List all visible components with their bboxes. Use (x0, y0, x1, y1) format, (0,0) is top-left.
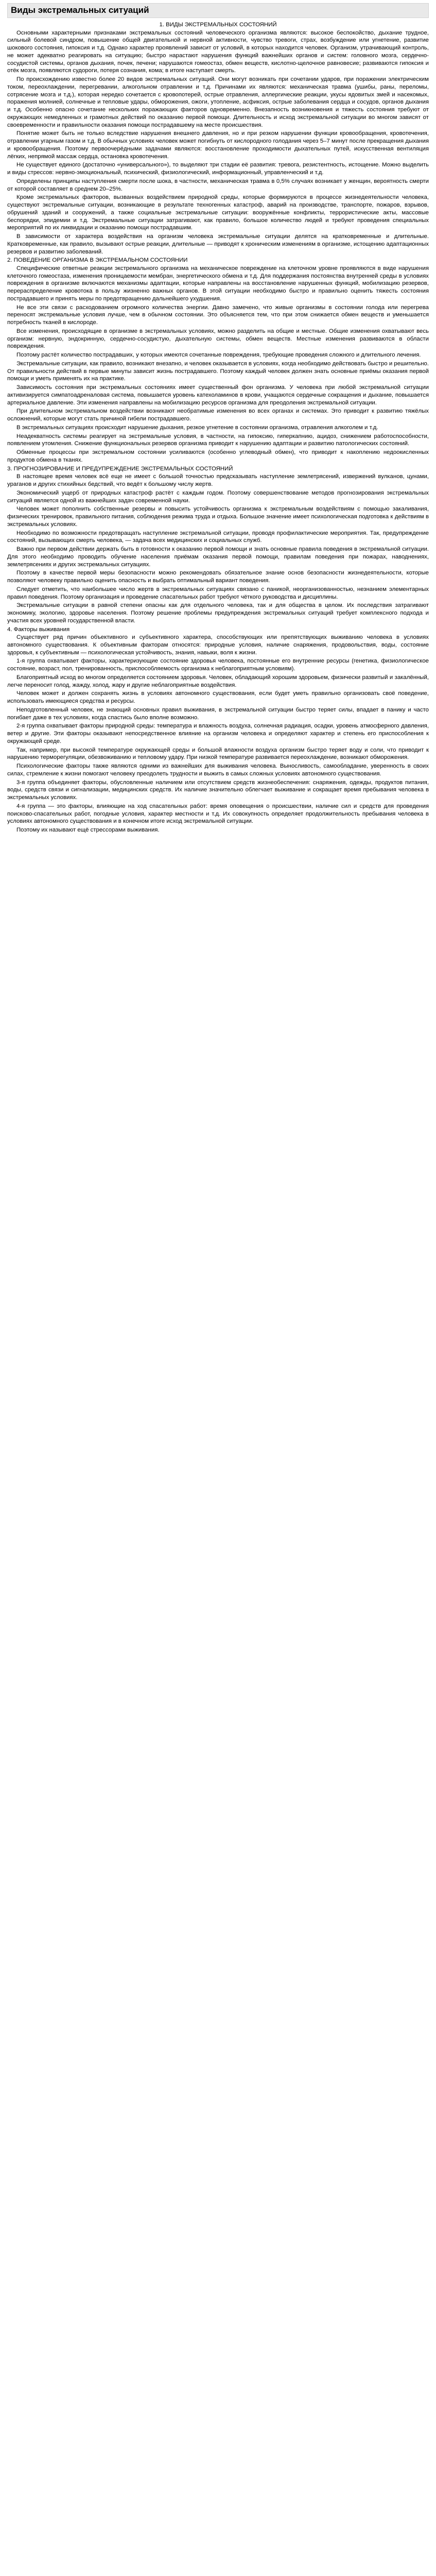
paragraph: Поэтому их называют ещё стрессорами выживания. (16, 827, 160, 834)
paragraph: Основными характерными признаками экстремальных состояний человеческого организма являются: высокое беспокойство, дыхание трудное, сильный болевой синдром, повышение общей двигательной и нервной активности, чувство тревоги, страх, возбуждение или угнетение, развитие шокового состояния, гипоксия и т.д. Однако характер проявлений зависит от условий, в которых находится человек. Организм, утрачивающий контроль, не может адекватно реагировать на ситуацию; быстро нарастают нарушения функций важнейших органов и систем: головного мозга, сердечно-сосудистой системы, органов дыхания, почек, печени; нарушаются гомеостаз, обмен веществ, кислотно-щелочное равновесие; развиваются гипоксия и отёк мозга, появляются судороги, потеря сознания, кома; в итоге наступает смерть. (7, 29, 429, 74)
section-heading: 1. ВИДЫ ЭКСТРЕМАЛЬНЫХ СОСТОЯНИЙ (159, 22, 277, 28)
paragraph: Экономический ущерб от природных катастроф растёт с каждым годом. Поэтому совершенствование методов прогнозирования экстремальных ситуаций является одной из важнейших задач современной науки. (7, 489, 429, 504)
paragraph: 1-я группа охватывает факторы, характеризующие состояние здоровья человека, постоянные его внутренние ресурсы (генетика, физиологическое состояние, возраст, пол, тренированность, приспособляемость организма к неблагоприятным условиям). (7, 658, 429, 672)
paragraph: 3-я группа объединяет факторы, обусловленные наличием или отсутствием средств жизнеобеспечения: снаряжения, одежды, продуктов питания, воды, средств связи и сигнализации, медицинских средств. Их наличие значительно облегчает выживание и сокращает время пребывания человека в экстремальных условиях. (7, 779, 429, 801)
paragraph: В настоящее время человек всё еще не имеет с большой точностью предсказывать наступление землетрясений, извержений вулканов, цунами, ураганов и других стихийных бедствий, что ведёт к большому числу жертв. (7, 473, 429, 488)
paragraph: Неподготовленный человек, не знающий основных правил выживания, в экстремальной ситуации быстро теряет силы, впадает в панику и часто погибает даже в тех условиях, когда спастись было вполне возможно. (7, 706, 429, 721)
paragraph: В экстремальных ситуациях происходит нарушение дыхания, резкое угнетение в состоянии организма, отравления алкоголем и т.д. (16, 424, 378, 431)
paragraph: Все изменения, происходящие в организме в экстремальных условиях, можно разделить на общие и местные. Общие изменения охватывают весь организм: нервную, эндокринную, сердечно-сосудистую, дыхательную системы, обмен веществ. Местные изменения развиваются в области повреждения. (7, 328, 429, 350)
paragraph: Экстремальные ситуации в равной степени опасны как для отдельного человека, так и для общества в целом. Их последствия затрагивают экономику, экологию, здоровье населения. Поэтому решение проблемы предупреждения экстремальных ситуаций требует комплексного подхода и участия всех уровней государственной власти. (7, 602, 429, 624)
paragraph: Кроме экстремальных факторов, вызванных воздействием природной среды, которые формируются в процессе жизнедеятельности человека, существуют экстремальные ситуации, возникающие в результате техногенных катастроф, аварий на производстве, транспорте, пожаров, взрывов, обрушений зданий и сооружений, а также социальные экстремальные ситуации: вооружённые конфликты, террористические акты, массовые беспорядки, эпидемии и т.д. Экстремальные ситуации затрагивают, как правило, большое количество людей и требуют проведения специальных мероприятий по их ликвидации и оказанию помощи пострадавшим. (7, 194, 429, 231)
paragraph: Человек может пополнить собственные резервы и повысить устойчивость организма к экстремальным воздействиям с помощью закаливания, физических тренировок, правильного питания, соблюдения режима труда и отдыха. Большое значение имеет психологическая подготовка к действиям в экстремальных условиях. (7, 506, 429, 528)
paragraph: Неадекватность системы реагирует на экстремальные условия, в частности, на гипоксию, гиперкапнию, ацидоз, снижением работоспособности, появлением утомления. Снижение функциональных резервов организма приводит к нарушению адаптации и развитию патологических состояний. (7, 433, 429, 447)
paragraph: 4-я группа — это факторы, влияющие на ход спасательных работ: время оповещения о происшествии, наличие сил и средств для проведения поисково-спасательных работ, погодные условия, характер местности и т.д. Их совокупность определяет продолжительность пребывания человека в условиях автономного существования и в конечном итоге исход экстремальной ситуации. (7, 803, 429, 825)
section-heading: 4. Факторы выживания (7, 626, 70, 633)
paragraph: Психологические факторы также являются одними из важнейших для выживания человека. Выносливость, самообладание, уверенность в своих силах, стремление к жизни помогают человеку преодолеть трудности и выжить в самых сложных условиях автономного существования. (7, 763, 429, 777)
paragraph: Следует отметить, что наибольшее число жертв в экстремальных ситуациях связано с паникой, неорганизованностью, незнанием элементарных правил поведения. Поэтому организация и проведение спасательных работ требуют чёткого руководства и дисциплины. (7, 586, 429, 600)
paragraph: Так, например, при высокой температуре окружающей среды и большой влажности воздуха организм быстро теряет воду и соли, что приводит к нарушению терморегуляции, обезвоживанию и тепловому удару. При низкой температуре развивается переохлаждение, возникают обморожения. (7, 747, 429, 761)
paragraph: Экстремальные ситуации, как правило, возникают внезапно, и человек оказывается в условиях, когда необходимо действовать быстро и решительно. От правильности действий в первые минуты зависит жизнь пострадавшего. Поэтому каждый человек должен знать основные приёмы оказания первой помощи и уметь применять их на практике. (7, 360, 429, 382)
paragraph: Понятие может быть не только вследствие нарушения внешнего давления, но и при резком нарушении функции кровообращения, кровотечения, отравлении угарным газом и т.д. В обычных условиях человек может погибнуть от кислородного голодания через 5–7 минут после прекращения дыхания и кровообращения. Поэтому первоочерёдными задачами являются: восстановление проходимости дыхательных путей, искусственная вентиляция лёгких, непрямой массаж сердца, остановка кровотечения. (7, 130, 429, 160)
paragraph: Необходимо по возможности предотвращать наступление экстремальной ситуации, проводя профилактические мероприятия. Так, предупреждение состояний, вызывающих смерть человека, — задача всех медицинских и социальных служб. (7, 530, 429, 544)
paragraph: Не существует единого (достаточно «универсального»), то выделяют три стадии её развития: тревога, резистентность, истощение. Можно выделить и виды стрессов: нервно-эмоциональный, психический, физиологический, информационный, управленческий и т.д. (7, 162, 429, 176)
paragraph: Поэтому в качестве первой меры безопасности можно рекомендовать обязательное знание основ безопасности жизнедеятельности, которые позволяют человеку правильно оценить опасность и выбрать оптимальный вариант поведения. (7, 570, 429, 584)
page-title: Виды экстремальных ситуаций (7, 3, 429, 18)
paragraph: Существует ряд причин объективного и субъективного характера, способствующих или препятствующих выживанию человека в условиях автономного существования. К объективным факторам относятся: природные условия, наличие снаряжения, продовольствия, воды, состояние здоровья, к субъективным — психологическая устойчивость, знания, навыки, воля к жизни. (7, 634, 429, 656)
paragraph: При длительном экстремальном воздействии возникают необратимые изменения во всех органах и системах. Это приводит к развитию тяжёлых осложнений, которые могут стать причиной гибели пострадавшего. (7, 408, 429, 422)
paragraph: Человек может и должен сохранять жизнь в условиях автономного существования, если будет уметь правильно организовать своё поведение, использовать имеющиеся средства и ресурсы. (7, 690, 429, 705)
paragraph: Обменные процессы при экстремальном состоянии усиливаются (особенно углеводный обмен), что приводит к накоплению недоокисленных продуктов обмена в тканях. (7, 449, 429, 463)
section-heading: 2. ПОВЕДЕНИЕ ОРГАНИЗМА В ЭКСТРЕМАЛЬНОМ СОСТОЯНИИ (7, 257, 188, 264)
section-heading: 3. ПРОГНОЗИРОВАНИЕ И ПРЕДУПРЕЖДЕНИЕ ЭКСТРЕМАЛЬНЫХ СОСТОЯНИЙ (7, 465, 233, 472)
paragraph: По происхождению известно более 20 видов экстремальных ситуаций. Они могут возникать при сочетании ударов, при поражении электрическим током, переохлаждении, перегревании, алкогольном отравлении и т.д. Причинами их являются: механическая травма (ушибы, раны, переломы, сотрясение мозга и т.д.), которая нередко сочетается с кровопотерей, острые отравления, аллергические реакции, укусы ядовитых змей и насекомых, поражения молнией, солнечные и тепловые удары, обморожения, ожоги, утопление, асфиксия, острые заболевания сердца и сосудов, органов дыхания и т.д. Особенно опасно сочетание нескольких поражающих факторов одновременно. Внезапность возникновения и тяжесть состояния требуют от окружающих немедленных и грамотных действий по оказанию первой помощи. Длительность и исход экстремальной ситуации во многом зависят от своевременности и правильности оказания помощи пострадавшему на месте происшествия. (7, 76, 429, 128)
paragraph: Важно при первом действии держать быть в готовности к оказанию первой помощи и знать основные правила поведения в экстремальной ситуации. Для этого необходимо проводить обучение населения приёмам оказания первой помощи, правилам поведения при пожарах, наводнениях, землетрясениях и других экстремальных ситуациях. (7, 546, 429, 568)
paragraph: Поэтому растёт количество пострадавших, у которых имеются сочетанные повреждения, требующие проведения сложного и длительного лечения. (16, 352, 421, 359)
paragraph: Определены принципы наступления смерти после шока, в частности, механическая травма в 0,5% случаях возникает у женщин, вероятность смерти от которой составляет в среднем 20–25%. (7, 178, 429, 192)
paragraph: Специфические ответные реакции экстремального организма на механическое повреждение на клеточном уровне проявляются в виде нарушения клеточного гомеостаза, изменения проницаемости мембран, энергетического обмена и т.д. Для поддержания постоянства внутренней среды в условиях повреждения в организме включаются механизмы адаптации, которые направлены на восстановление нарушенных функций, мобилизацию резервов, перераспределение кровотока в пользу жизненно важных органов. В этой ситуации необходимо быстро и правильно оценить тяжесть состояния пострадавшего и принять меры по предотвращению дальнейшего ухудшения. (7, 265, 429, 302)
document-page (0, 0, 436, 845)
paragraph: Зависимость состояния при экстремальных состояниях имеет существенный фон организма. У человека при любой экстремальной ситуации активизируется симпатоадреналовая система, повышается уровень катехоламинов в крови, учащаются сердечные сокращения и дыхание, повышается артериальное давление. Эти изменения направлены на мобилизацию ресурсов организма для преодоления экстремальной ситуации. (7, 384, 429, 406)
paragraph: В зависимости от характера воздействия на организм человека экстремальные ситуации делятся на кратковременные и длительные. Кратковременные, как правило, вызывают острые реакции, длительные — приводят к хроническим изменениям в организме, истощению адаптационных резервов и развитию заболеваний. (7, 233, 429, 255)
paragraph: Не все эти связи с расходованием огромного количества энергии. Давно замечено, что живые организмы в состоянии голода или перегрева переносят экстремальные условия лучше, чем в обычном состоянии. Это объясняется тем, что при этом снижается обмен веществ и уменьшается потребность тканей в кислороде. (7, 304, 429, 326)
paragraph: Благоприятный исход во многом определяется состоянием здоровья. Человек, обладающий хорошим здоровьем, физически развитый и закалённый, легче переносит голод, жажду, холод, жару и другие неблагоприятные воздействия. (7, 674, 429, 688)
paragraph: 2-я группа охватывает факторы природной среды: температура и влажность воздуха, солнечная радиация, осадки, уровень атмосферного давления, ветер и другие. Эти факторы оказывают непосредственное влияние на организм человека и определяют характер и степень его приспособления к окружающей среде. (7, 723, 429, 744)
document-body (7, 21, 429, 834)
